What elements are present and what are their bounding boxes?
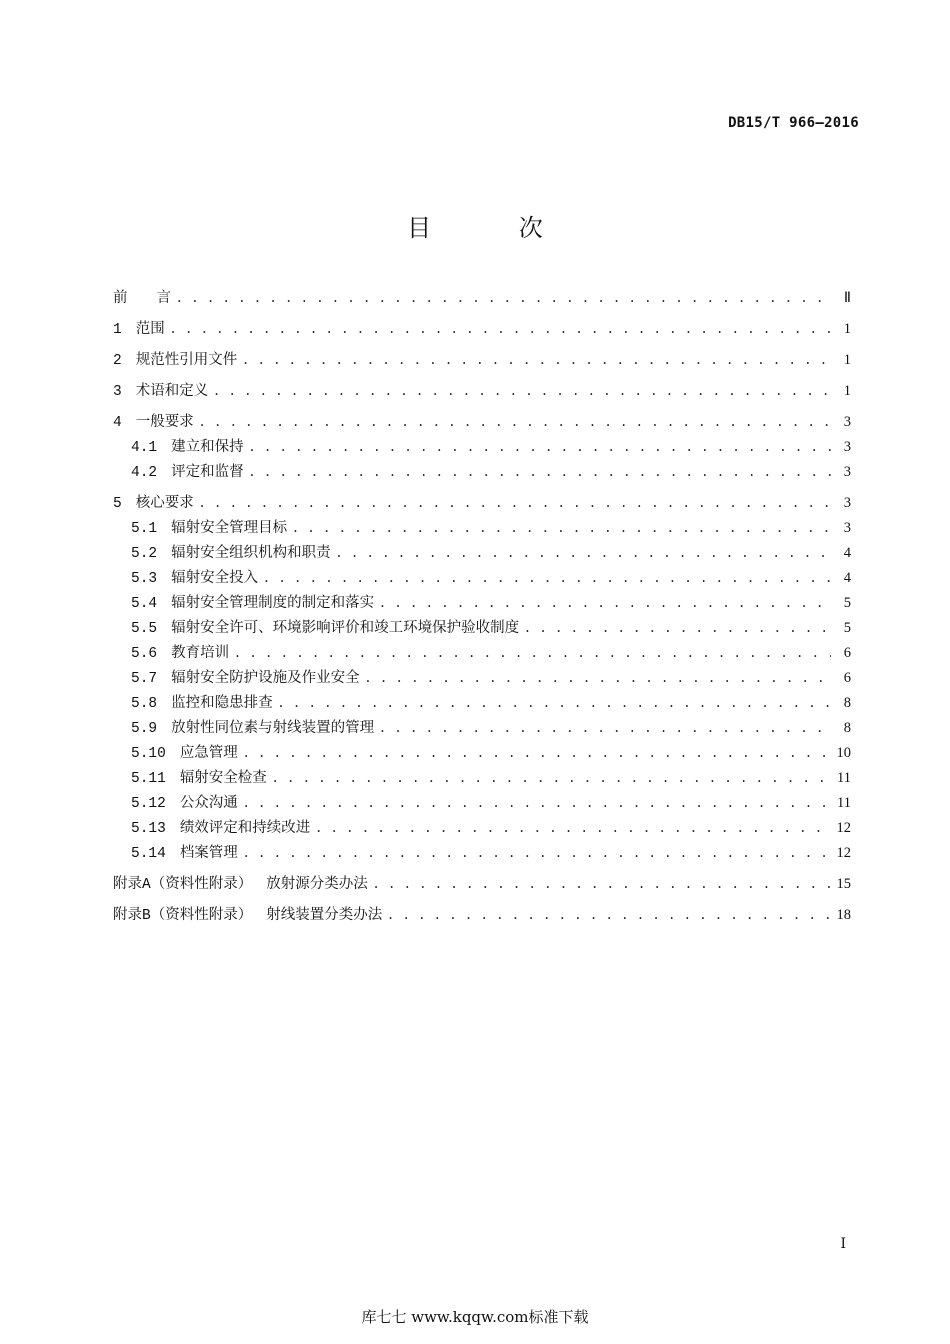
toc-entry-number: 5.10 [131,746,166,762]
toc-entry-page: Ⅱ [843,290,851,306]
toc-entry[interactable] [113,666,851,691]
toc-entry-number: 5.7 [131,671,158,687]
page-title: 目 次 [407,214,583,242]
toc-entry-title: 教育培训 [171,645,230,661]
toc-entry-number: 2 [113,353,122,369]
toc-entry-title: 术语和定义 [135,383,209,399]
dot-leader [316,816,830,841]
table-of-contents [113,286,851,928]
dot-leader [366,666,831,691]
toc-entry-page: 15 [836,876,851,892]
toc-entry[interactable] [113,491,851,516]
dot-leader [374,872,831,897]
toc-entry-title: 辐射安全检查 [179,770,267,786]
toc-entry-page: 3 [843,414,851,430]
toc-entry-title: 公众沟通 [179,795,238,811]
toc-entry-title: 监控和隐患排查 [171,695,273,711]
toc-entry-number: 4.1 [131,440,158,456]
toc-entry-title: 核心要求 [135,495,194,511]
toc-entry-title: 绩效评定和持续改进 [179,820,311,836]
toc-entry-page: 8 [843,695,851,711]
dot-leader [250,435,831,460]
toc-entry-title: 辐射安全许可、环境影响评价和竣工环境保护验收制度 [171,620,520,636]
toc-entry-title: 射线装置分类办法 [266,907,383,923]
toc-entry-number: 5.12 [131,796,166,812]
dot-leader [177,286,831,311]
dot-leader [293,516,831,541]
toc-entry-title: 放射源分类办法 [266,876,368,892]
toc-entry-page: 8 [843,720,851,736]
toc-entry-page: 12 [836,820,851,836]
footer-watermark: 库七七 www.kqqw.com标准下载 [361,1308,589,1326]
dot-leader [250,460,831,485]
dot-leader [273,766,831,791]
toc-entry-title: 一般要求 [135,414,194,430]
dot-leader [279,691,831,716]
toc-entry-title: 辐射安全管理目标 [171,520,288,536]
dot-leader [171,317,831,342]
toc-entry-number: 5.2 [131,546,158,562]
dot-leader [244,841,831,866]
toc-entry-page: 6 [843,645,851,661]
toc-entry-page: 1 [843,352,851,368]
toc-entry-title: 建立和保持 [171,439,244,455]
toc-entry[interactable] [113,903,851,928]
toc-entry[interactable] [113,816,851,841]
toc-entry-title: 辐射安全投入 [171,570,259,586]
toc-entry-number: 5.11 [131,771,166,787]
toc-entry[interactable] [113,741,851,766]
dot-leader [244,741,831,766]
toc-entry-page: 12 [836,845,851,861]
toc-entry-page: 3 [843,464,851,480]
toc-entry-number: 5.8 [131,696,158,712]
toc-entry-number: 1 [113,322,122,338]
toc-entry-page: 1 [843,321,851,337]
toc-entry-title: 规范性引用文件 [135,352,238,368]
toc-entry[interactable] [113,410,851,435]
toc-entry[interactable] [113,541,851,566]
toc-entry-number: 5.5 [131,621,158,637]
toc-entry-page: 3 [843,520,851,536]
toc-entry-page: 1 [843,383,851,399]
toc-entry-number: 5.14 [131,846,166,862]
dot-leader [380,716,831,741]
toc-entry-title: 放射性同位素与射线装置的管理 [171,720,375,736]
toc-entry[interactable] [113,616,851,641]
toc-entry[interactable] [113,872,851,897]
toc-entry-number: 5.4 [131,596,158,612]
toc-entry-number: 5.3 [131,571,158,587]
toc-entry-page: 18 [836,907,851,923]
toc-entry[interactable] [113,379,851,404]
toc-entry-page: 5 [843,620,851,636]
toc-entry-number: 5.6 [131,646,158,662]
dot-leader [388,903,830,928]
dot-leader [337,541,831,566]
document-id: DB15/T 966—2016 [728,115,859,131]
toc-entry-number: 4 [113,415,122,431]
toc-entry[interactable] [113,716,851,741]
toc-entry-page: 5 [843,595,851,611]
toc-entry-page: 3 [843,439,851,455]
toc-entry[interactable] [113,691,851,716]
toc-entry[interactable] [113,591,851,616]
toc-entry-number: 4.2 [131,465,158,481]
toc-entry[interactable] [113,841,851,866]
toc-entry-number: 5.1 [131,521,158,537]
toc-entry-title: 前 言 [113,290,171,306]
toc-entry[interactable] [113,460,851,485]
toc-entry[interactable] [113,435,851,460]
toc-entry-page: 4 [843,545,851,561]
dot-leader [525,616,831,641]
dot-leader [200,410,831,435]
toc-entry-page: 4 [843,570,851,586]
toc-entry-page: 10 [836,745,851,761]
dot-leader [200,491,831,516]
toc-entry-title: 档案管理 [179,845,238,861]
toc-entry[interactable] [113,766,851,791]
dot-leader [214,379,831,404]
dot-leader [244,791,831,816]
toc-entry-title: 辐射安全防护设施及作业安全 [171,670,360,686]
toc-entry-page: 6 [843,670,851,686]
dot-leader [380,591,831,616]
toc-entry[interactable] [113,286,851,311]
dot-leader [235,641,831,666]
toc-entry-number: 5.9 [131,721,158,737]
toc-entry-page: 11 [837,795,851,811]
toc-entry[interactable] [113,348,851,373]
toc-entry-title: 应急管理 [179,745,238,761]
toc-entry-page: 3 [843,495,851,511]
dot-leader [264,566,831,591]
toc-entry-number: 5.13 [131,821,166,837]
toc-entry[interactable] [113,791,851,816]
dot-leader [243,348,831,373]
toc-entry-title: 辐射安全组织机构和职责 [171,545,331,561]
page-number: I [840,1236,846,1252]
toc-entry-number: 5 [113,496,122,512]
toc-entry-title: 范围 [135,321,165,337]
toc-entry-page: 11 [837,770,851,786]
toc-entry-number: 附录A（资料性附录） [113,877,253,893]
toc-entry[interactable] [113,566,851,591]
toc-entry[interactable] [113,641,851,666]
toc-entry-number: 附录B（资料性附录） [113,908,253,924]
toc-entry-title: 辐射安全管理制度的制定和落实 [171,595,375,611]
toc-entry-number: 3 [113,384,122,400]
toc-entry[interactable] [113,516,851,541]
toc-entry-title: 评定和监督 [171,464,244,480]
toc-entry[interactable] [113,317,851,342]
